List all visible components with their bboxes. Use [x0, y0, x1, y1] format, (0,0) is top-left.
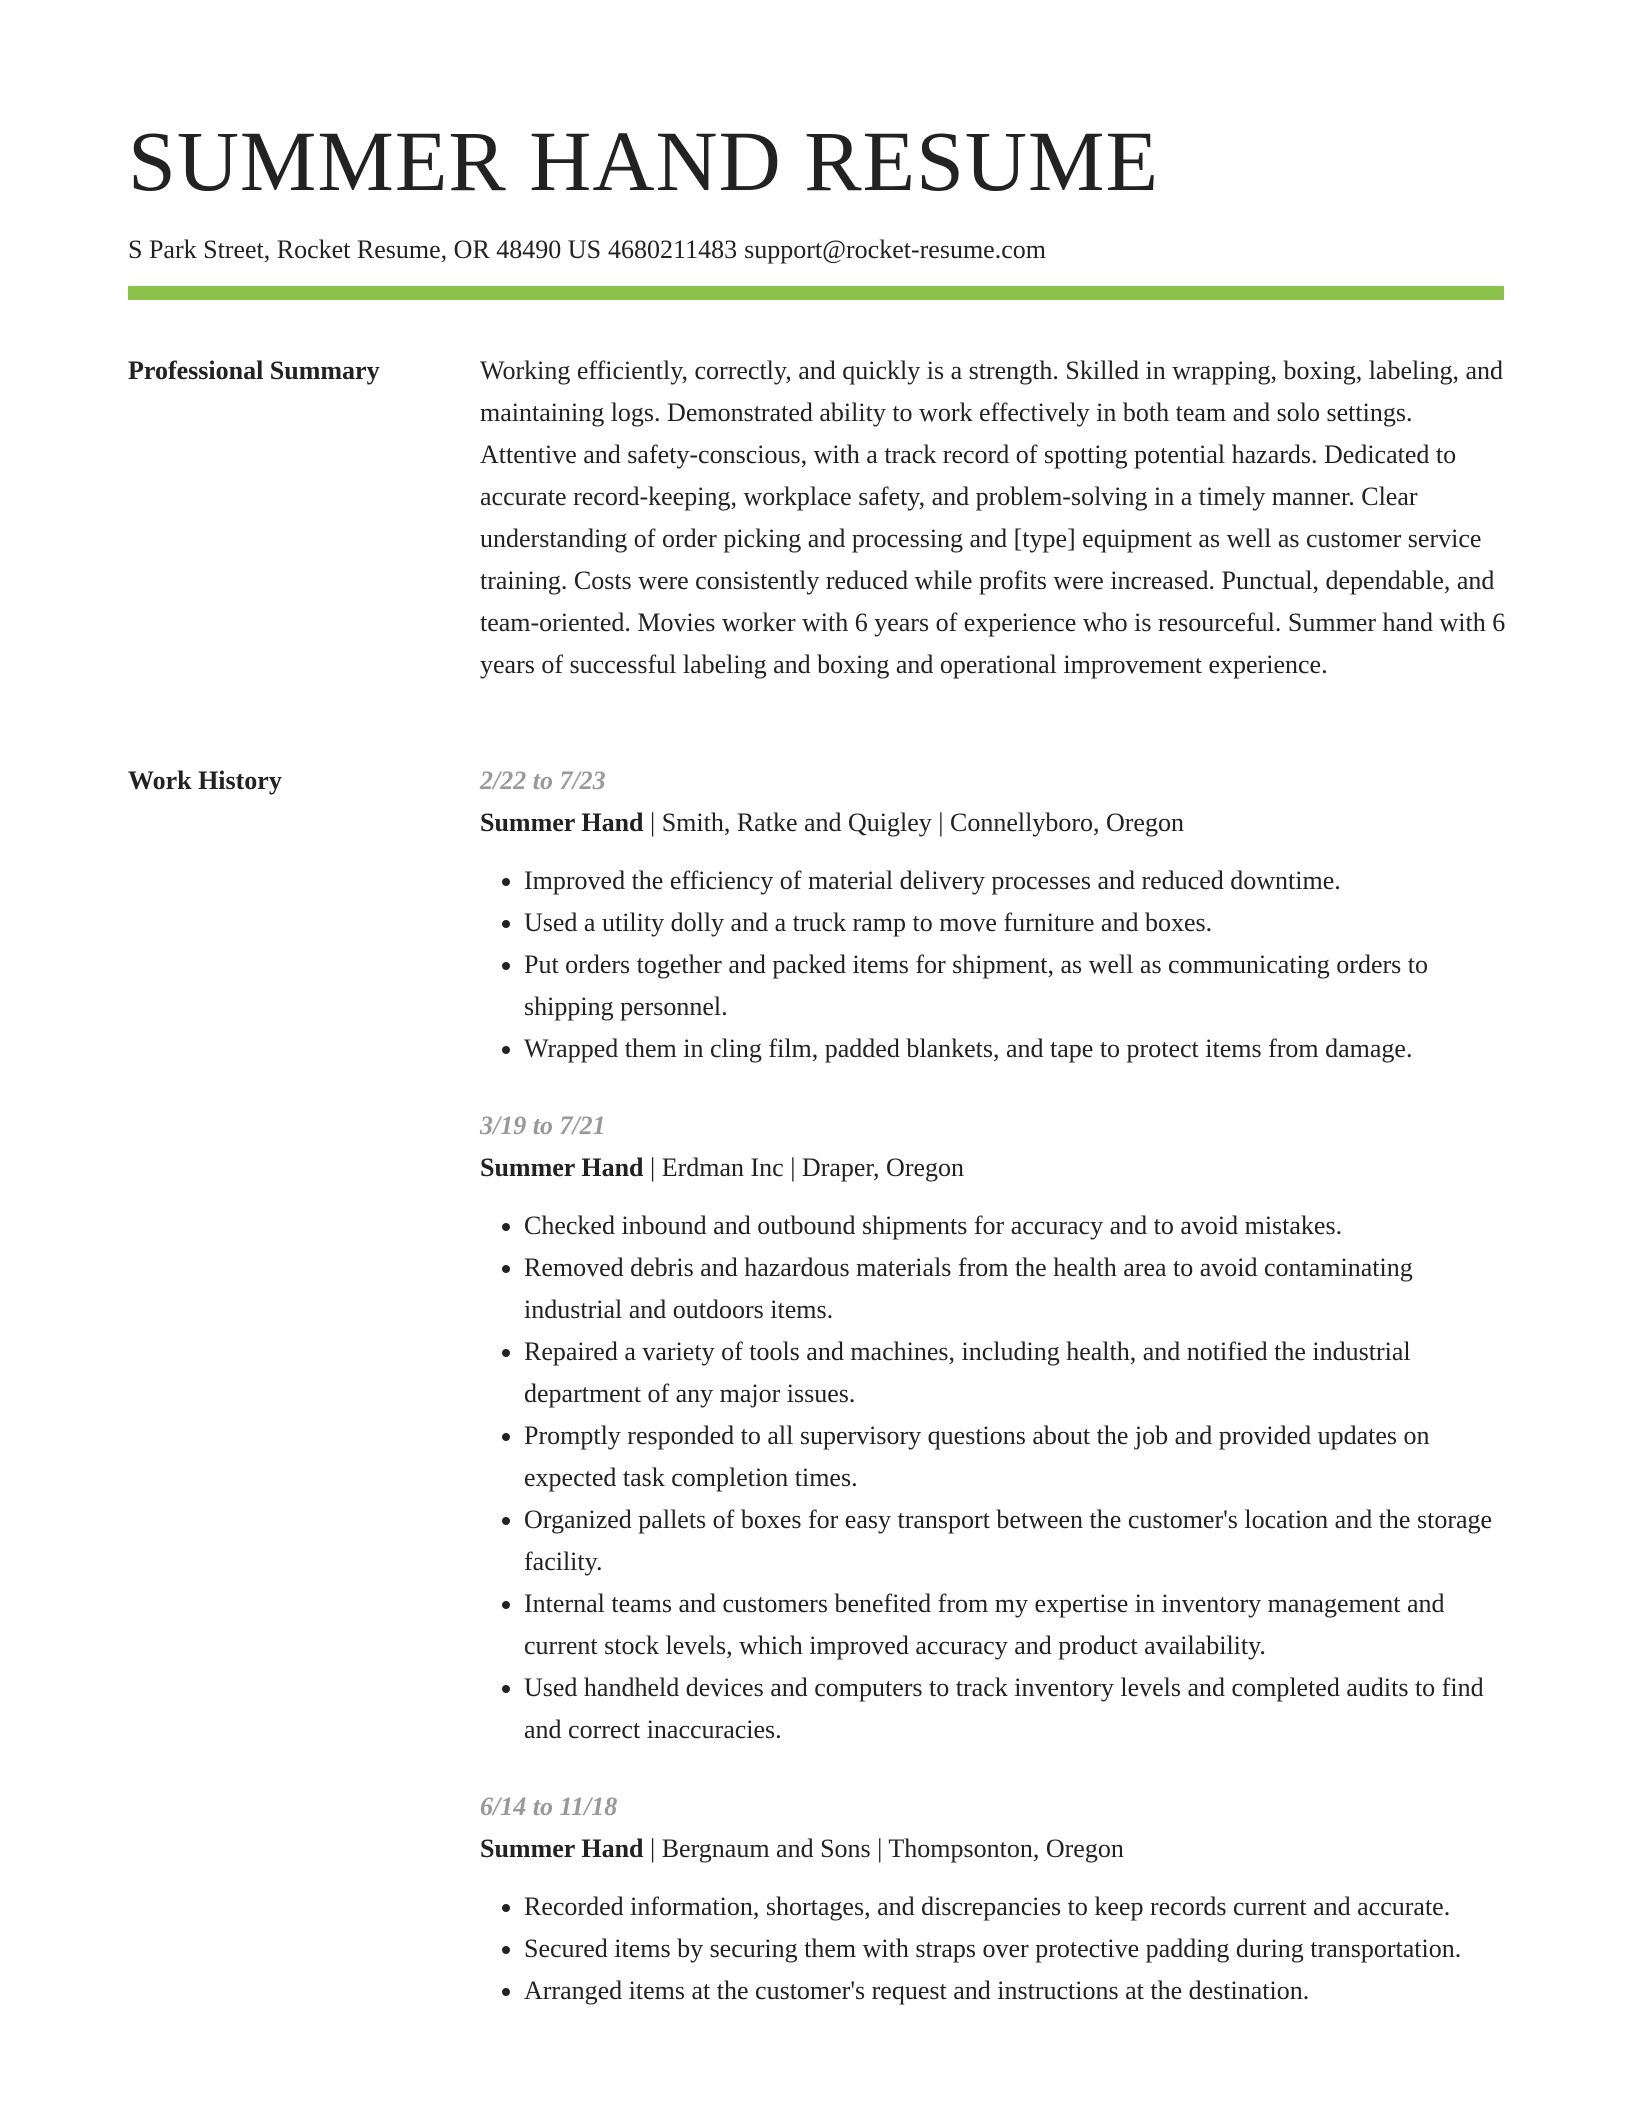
job-title: Summer Hand: [480, 1834, 644, 1863]
job-heading: [480, 1147, 1506, 1189]
job-bullet: • Used a utility dolly and a truck ramp to move furniture and boxes.: [524, 902, 1506, 944]
job-bullets: [480, 1205, 1506, 1751]
job-employer-location: | Bergnaum and Sons | Thompsonton, Oregon: [643, 1834, 1124, 1863]
job-bullet: • Checked inbound and outbound shipments for accuracy and to avoid mistakes.: [524, 1205, 1506, 1247]
job-dates: 3/19 to 7/21: [480, 1111, 606, 1140]
section-label-summary: Professional Summary: [128, 356, 380, 385]
job-entry: [480, 760, 1506, 1070]
job-heading: [480, 802, 1506, 844]
job-employer-location: | Erdman Inc | Draper, Oregon: [643, 1153, 965, 1182]
job-bullet: • Removed debris and hazardous materials from the health area to avoid contaminating industrial and outdoors items.: [524, 1247, 1506, 1331]
job-bullet: • Improved the efficiency of material delivery processes and reduced downtime.: [524, 860, 1506, 902]
work-history-body: [480, 760, 1506, 2047]
job-employer-location: | Smith, Ratke and Quigley | Connellyboro, Oregon: [643, 808, 1184, 837]
job-entry: [480, 1105, 1506, 1751]
job-bullet: • Wrapped them in cling film, padded blankets, and tape to protect items from damage.: [524, 1028, 1506, 1070]
contact-phone: 4680211483: [608, 235, 738, 264]
job-bullet: • Used handheld devices and computers to track inventory levels and completed audits to find and correct inaccuracies.: [524, 1667, 1506, 1751]
job-heading: [480, 1828, 1506, 1870]
job-bullet: • Promptly responded to all supervisory questions about the job and provided updates on expected task completion times.: [524, 1415, 1506, 1499]
contact-address: S Park Street, Rocket Resume, OR 48490 US: [128, 235, 602, 264]
job-bullet: • Recorded information, shortages, and discrepancies to keep records current and accurate.: [524, 1886, 1506, 1928]
summary-text: Working efficiently, correctly, and quickly is a strength. Skilled in wrapping, boxing, labeling, and maintaining logs. Demonstrated ability to work effectively in both team and solo settings. Attentive and safety-conscious, with a track record of spotting potential hazards. Dedicated to accurate record-keeping, workplace safety, and problem-solving in a timely manner. Clear understanding of order picking and processing and [type] equipment as well as customer service training. Costs were consistently reduced while profits were increased. Punctual, dependable, and team-oriented. Movies worker with 6 years of experience who is resourceful. Summer hand with 6 years of successful labeling and boxing and operational improvement experience.: [480, 356, 1506, 679]
summary-body: [480, 350, 1506, 686]
job-dates: 6/14 to 11/18: [480, 1792, 618, 1821]
job-bullet: • Secured items by securing them with straps over protective padding during transportation.: [524, 1928, 1506, 1970]
job-bullet: • Arranged items at the customer's request and instructions at the destination.: [524, 1970, 1506, 2012]
job-bullet: • Organized pallets of boxes for easy transport between the customer's location and the storage facility.: [524, 1499, 1506, 1583]
job-bullets: [480, 860, 1506, 1070]
resume-title: SUMMER HAND RESUME: [128, 113, 1160, 209]
job-bullet: • Put orders together and packed items for shipment, as well as communicating orders to shipping personnel.: [524, 944, 1506, 1028]
contact-email: support@rocket-resume.com: [744, 235, 1046, 264]
job-bullet: • Internal teams and customers benefited from my expertise in inventory management and current stock levels, which improved accuracy and product availability.: [524, 1583, 1506, 1667]
job-title: Summer Hand: [480, 1153, 644, 1182]
section-label-work-history: Work History: [128, 766, 282, 795]
contact-line: [128, 232, 1053, 268]
job-entry: [480, 1786, 1506, 2012]
job-title: Summer Hand: [480, 808, 644, 837]
job-bullets: [480, 1886, 1506, 2012]
job-dates: 2/22 to 7/23: [480, 766, 606, 795]
header-divider: [128, 286, 1504, 300]
job-bullet: • Repaired a variety of tools and machines, including health, and notified the industrial department of any major issues.: [524, 1331, 1506, 1415]
